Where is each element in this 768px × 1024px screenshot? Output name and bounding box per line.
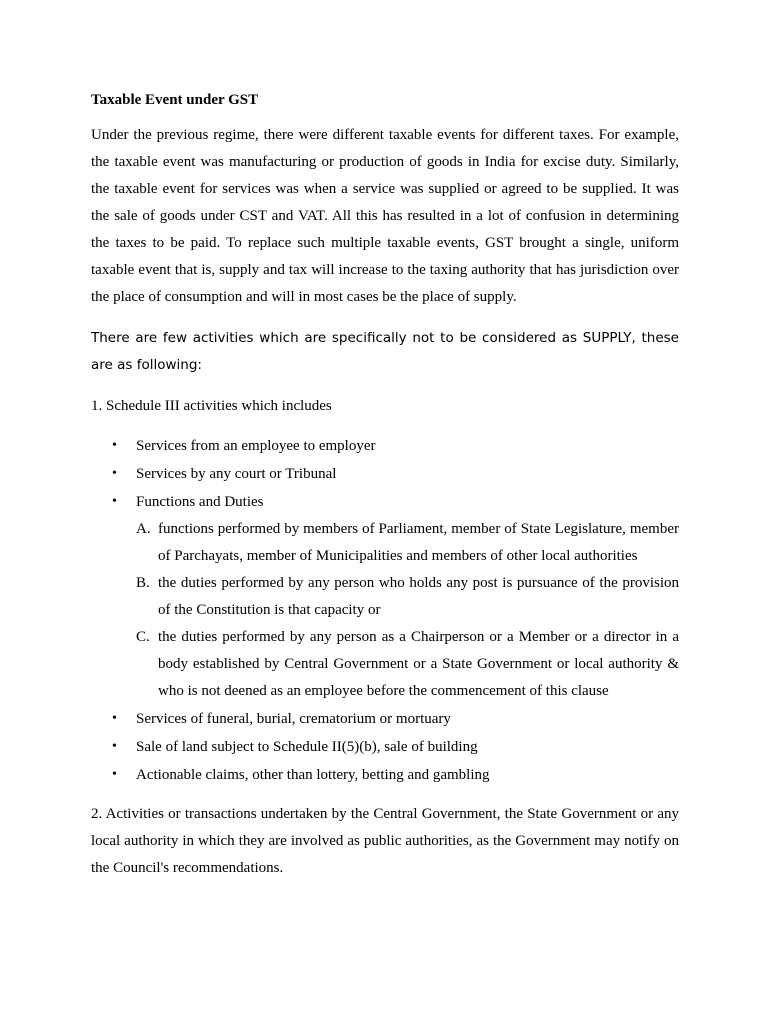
sub-list-item	[136, 570, 679, 624]
document-heading: Taxable Event under GST	[91, 92, 259, 108]
bullet-icon: •	[112, 739, 117, 754]
sub-item-marker: A.	[136, 521, 151, 537]
list-item	[91, 761, 679, 789]
not-supply-paragraph: There are few activities which are specifically not to be considered as SUPPLY, these are as following:	[91, 330, 679, 373]
bullet-icon: •	[112, 711, 117, 726]
functions-duties-sublist	[136, 516, 679, 705]
document-page	[91, 90, 679, 896]
list-item-text: Sale of land subject to Schedule II(5)(b), sale of building	[136, 739, 478, 755]
sub-item-text: functions performed by members of Parliament, member of State Legislature, member of Parchayats, member of Municipalities and members of other local authorities	[158, 521, 679, 564]
bullet-icon: •	[112, 466, 117, 481]
list-item-text: Services from an employee to employer	[136, 438, 376, 454]
list-item	[91, 705, 679, 733]
sub-item-text: the duties performed by any person who holds any post is pursuance of the provision of the Constitution is that capacity or	[158, 575, 679, 618]
sub-list-item	[136, 516, 679, 570]
list-item	[91, 432, 679, 460]
list-item-text: Services of funeral, burial, crematorium or mortuary	[136, 711, 451, 727]
bullet-icon: •	[112, 438, 117, 453]
list-item-text: Functions and Duties	[136, 494, 264, 510]
list-item-text: Actionable claims, other than lottery, betting and gambling	[136, 767, 490, 783]
intro-paragraph: Under the previous regime, there were different taxable events for different taxes. For example, the taxable event was manufacturing or production of goods in India for excise duty. Similarly, the taxable event for services was when a service was supplied or agreed to be supplied. It was the sale of goods under CST and VAT. All this has resulted in a lot of confusion in determining the taxes to be paid. To replace such multiple taxable events, GST brought a single, uniform taxable event that is, supply and tax will increase to the taxing authority that has jurisdiction over the place of consumption and will in most cases be the place of supply.	[91, 127, 679, 305]
list-item	[91, 488, 679, 705]
bullet-icon: •	[112, 767, 117, 782]
sub-item-marker: B.	[136, 575, 150, 591]
schedule-iii-list	[91, 432, 679, 789]
bullet-icon: •	[112, 494, 117, 509]
sub-item-text: the duties performed by any person as a Chairperson or a Member or a director in a body established by Central Government or a State Government or local authority & who is not deened as an employee before the commencement of this clause	[158, 629, 679, 699]
section-2-paragraph: 2. Activities or transactions undertaken by the Central Government, the State Government or any local authority in which they are involved as public authorities, as the Government may notify on the Council's recommendations.	[91, 806, 679, 876]
sub-list-item	[136, 624, 679, 705]
section-1-label: 1. Schedule III activities which includes	[91, 398, 332, 414]
list-item-text: Services by any court or Tribunal	[136, 466, 337, 482]
list-item	[91, 733, 679, 761]
sub-item-marker: C.	[136, 629, 150, 645]
list-item	[91, 460, 679, 488]
